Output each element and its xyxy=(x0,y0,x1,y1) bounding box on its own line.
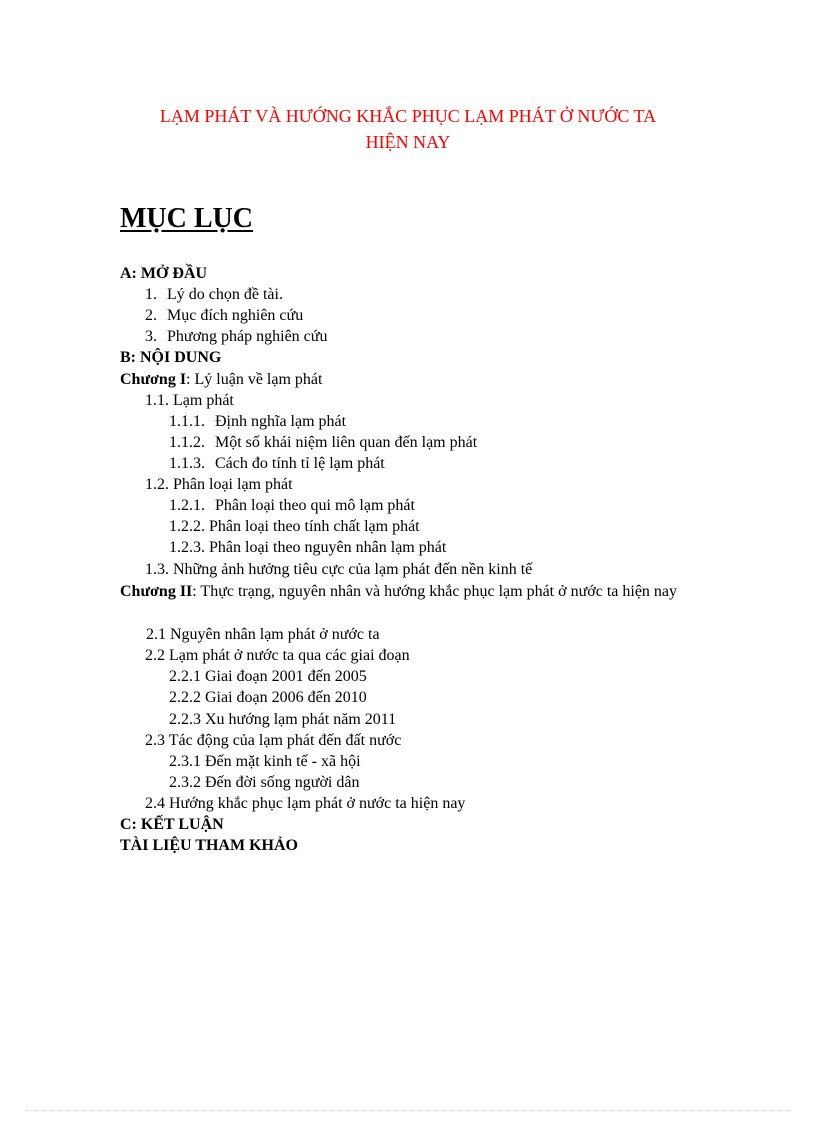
toc-item-text: Phương pháp nghiên cứu xyxy=(167,328,328,345)
toc-item-intro-3 xyxy=(145,326,327,347)
document-title xyxy=(0,103,816,155)
toc-item-number: 2. xyxy=(145,307,157,324)
toc-item-1-2-1 xyxy=(169,495,415,516)
toc-item-1-3: 1.3. Những ảnh hưởng tiêu cực của lạm phát đến nền kinh tế xyxy=(145,561,533,578)
toc-item-text: Mục đích nghiên cứu xyxy=(167,307,304,324)
chapter-title: : Thực trạng, nguyên nhân và hướng khắc phục lạm phát ở nước ta hiện nay xyxy=(192,583,678,600)
toc-section-a: A: MỞ ĐẦU xyxy=(120,265,208,282)
toc-section-b: B: NỘI DUNG xyxy=(120,349,222,366)
toc-item-1-1: 1.1. Lạm phát xyxy=(145,392,234,409)
page-bottom-divider xyxy=(25,1110,791,1111)
toc-item-text: Cách đo tính tỉ lệ lạm phát xyxy=(215,455,385,472)
toc-item-2-2-1: 2.2.1 Giai đoạn 2001 đến 2005 xyxy=(169,668,367,685)
toc-item-2-3: 2.3 Tác động của lạm phát đến đất nước xyxy=(145,732,402,749)
toc-item-number: 1.1.3. xyxy=(169,455,205,472)
toc-item-number: 1.1.2. xyxy=(169,434,205,451)
toc-item-1-2-2: 1.2.2. Phân loại theo tính chất lạm phát xyxy=(169,518,420,535)
toc-item-2-2: 2.2 Lạm phát ở nước ta qua các giai đoạn xyxy=(145,647,410,664)
toc-item-number: 1.2.1. xyxy=(169,497,205,514)
toc-item-text: Định nghĩa lạm phát xyxy=(215,413,347,430)
toc-item-intro-2 xyxy=(145,305,303,326)
toc-item-2-4: 2.4 Hướng khắc phục lạm phát ở nước ta hiện nay xyxy=(145,795,466,812)
toc-item-2-1: 2.1 Nguyên nhân lạm phát ở nước ta xyxy=(146,626,380,643)
toc-item-1-1-1 xyxy=(169,411,346,432)
document-title-line-1: LẠM PHÁT VÀ HƯỚNG KHẮC PHỤC LẠM PHÁT Ở NƯỚC TA xyxy=(159,106,657,126)
toc-item-1-1-3 xyxy=(169,453,385,474)
chapter-label: Chương I xyxy=(120,371,187,388)
toc-item-text: Phân loại theo qui mô lạm phát xyxy=(215,497,415,514)
toc-item-1-2: 1.2. Phân loại lạm phát xyxy=(145,476,293,493)
toc-item-number: 3. xyxy=(145,328,157,345)
toc-item-number: 1. xyxy=(145,286,157,303)
chapter-title: : Lý luận về lạm phát xyxy=(186,371,323,388)
toc-item-2-2-3: 2.2.3 Xu hướng lạm phát năm 2011 xyxy=(169,711,397,728)
toc-chapter-1 xyxy=(120,369,322,390)
toc-heading: MỤC LỤC xyxy=(120,203,253,234)
toc-item-number: 1.1.1. xyxy=(169,413,205,430)
toc-references: TÀI LIỆU THAM KHẢO xyxy=(120,837,298,854)
toc-item-1-2-3: 1.2.3. Phân loại theo nguyên nhân lạm phát xyxy=(169,539,447,556)
toc-item-1-1-2 xyxy=(169,432,477,453)
toc-section-c: C: KẾT LUẬN xyxy=(120,816,224,833)
toc-item-2-3-1: 2.3.1 Đến mặt kinh tế - xã hội xyxy=(169,753,361,770)
toc-item-2-2-2: 2.2.2 Giai đoạn 2006 đến 2010 xyxy=(169,689,367,706)
document-title-line-2: HIỆN NAY xyxy=(365,132,451,152)
toc-item-2-3-2: 2.3.2 Đến đời sống người dân xyxy=(169,774,360,791)
toc-chapter-2 xyxy=(120,581,700,602)
toc-item-intro-1 xyxy=(145,284,283,305)
toc-item-text: Lý do chọn đề tài. xyxy=(167,286,283,303)
chapter-label: Chương II xyxy=(120,583,193,600)
toc-item-text: Một số khái niệm liên quan đến lạm phát xyxy=(215,434,478,451)
